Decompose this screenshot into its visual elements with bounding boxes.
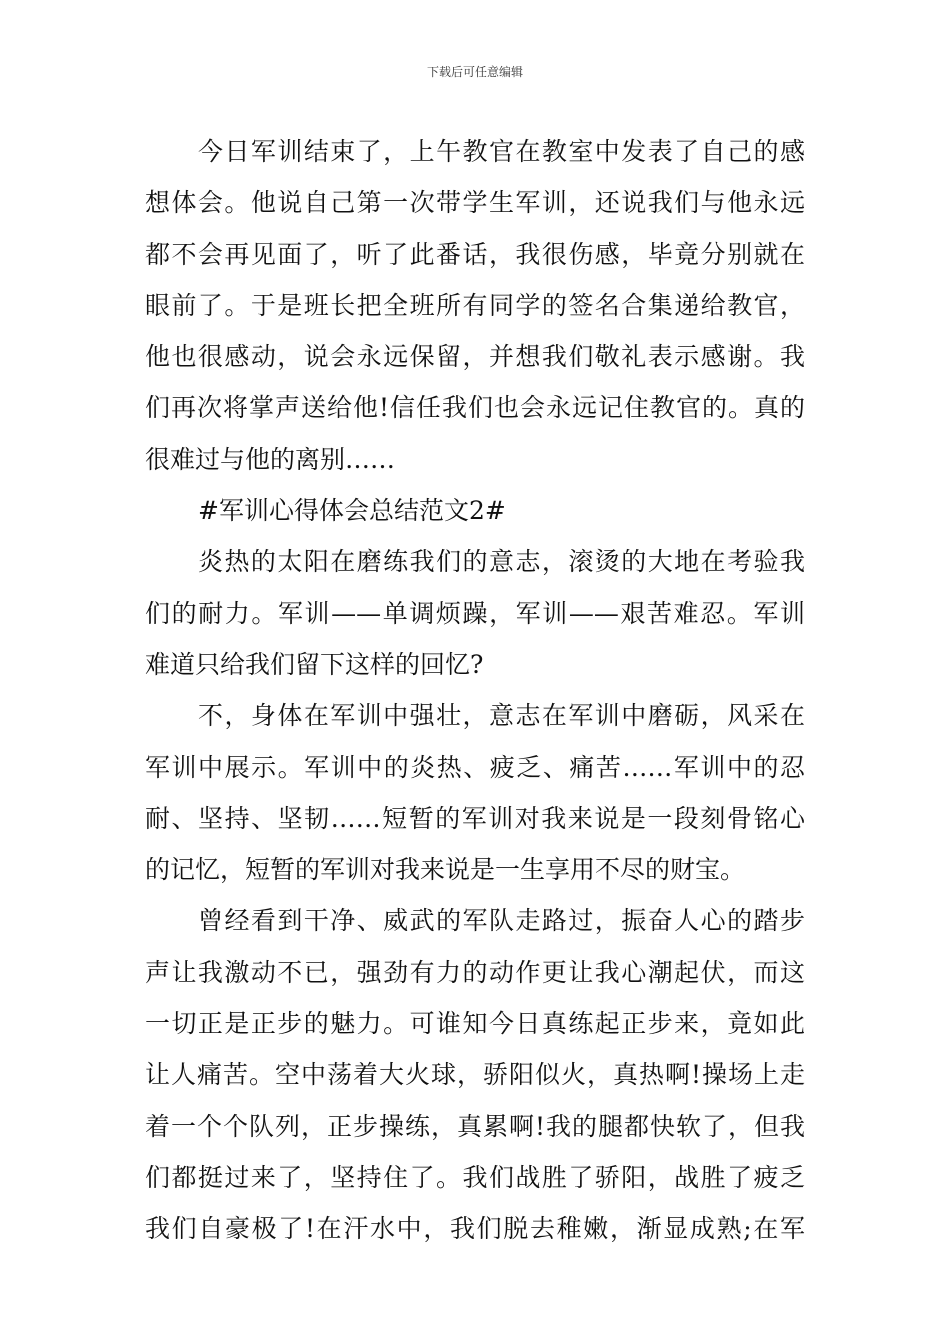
paragraph-line: 很难过与他的离别……	[145, 444, 396, 474]
paragraph-line: 让人痛苦。空中荡着大火球，骄阳似火，真热啊!操场上走	[145, 1060, 805, 1090]
paragraph-line: 一切正是正步的魅力。可谁知今日真练起正步来，竟如此	[145, 1009, 805, 1039]
paragraph-line: 曾经看到干净、威武的军队走路过，振奋人心的踏步	[198, 906, 805, 936]
paragraph-line: 眼前了。于是班长把全班所有同学的签名合集递给教官，	[145, 290, 805, 320]
paragraph-line: 耐、坚持、坚韧……短暂的军训对我来说是一段刻骨铭心	[145, 803, 805, 833]
paragraph-line: 想体会。他说自己第一次带学生军训，还说我们与他永远	[145, 188, 805, 218]
paragraph-line: 不，身体在军训中强壮，意志在军训中磨砺，风采在	[198, 701, 805, 731]
section-heading: #军训心得体会总结范文2#	[198, 496, 506, 526]
paragraph-line: 们的耐力。军训——单调烦躁，军训——艰苦难忍。军训	[145, 598, 805, 628]
paragraph-line: 难道只给我们留下这样的回忆?	[145, 649, 484, 679]
paragraph-line: 我们自豪极了!在汗水中，我们脱去稚嫩，渐显成熟;在军	[145, 1214, 805, 1244]
paragraph-line: 他也很感动，说会永远保留，并想我们敬礼表示感谢。我	[145, 342, 805, 372]
paragraph-line: 着一个个队列，正步操练，真累啊!我的腿都快软了，但我	[145, 1111, 805, 1141]
paragraph-line: 们再次将掌声送给他!信任我们也会永远记住教官的。真的	[145, 393, 805, 423]
paragraph-line: 军训中展示。军训中的炎热、疲乏、痛苦……军训中的忍	[145, 752, 805, 782]
paragraph-line: 声让我激动不已，强劲有力的动作更让我心潮起伏，而这	[145, 957, 805, 987]
paragraph-line: 都不会再见面了，听了此番话，我很伤感，毕竟分别就在	[145, 239, 805, 269]
document-body	[145, 126, 805, 1255]
paragraph-line: 的记忆，短暂的军训对我来说是一生享用不尽的财宝。	[145, 855, 746, 885]
paragraph-line: 们都挺过来了，坚持住了。我们战胜了骄阳，战胜了疲乏	[145, 1162, 805, 1192]
paragraph-line: 今日军训结束了，上午教官在教室中发表了自己的感	[198, 137, 805, 166]
header-note: 下载后可任意编辑	[426, 65, 523, 79]
paragraph-line: 炎热的太阳在磨练我们的意志，滚烫的大地在考验我	[198, 547, 805, 577]
